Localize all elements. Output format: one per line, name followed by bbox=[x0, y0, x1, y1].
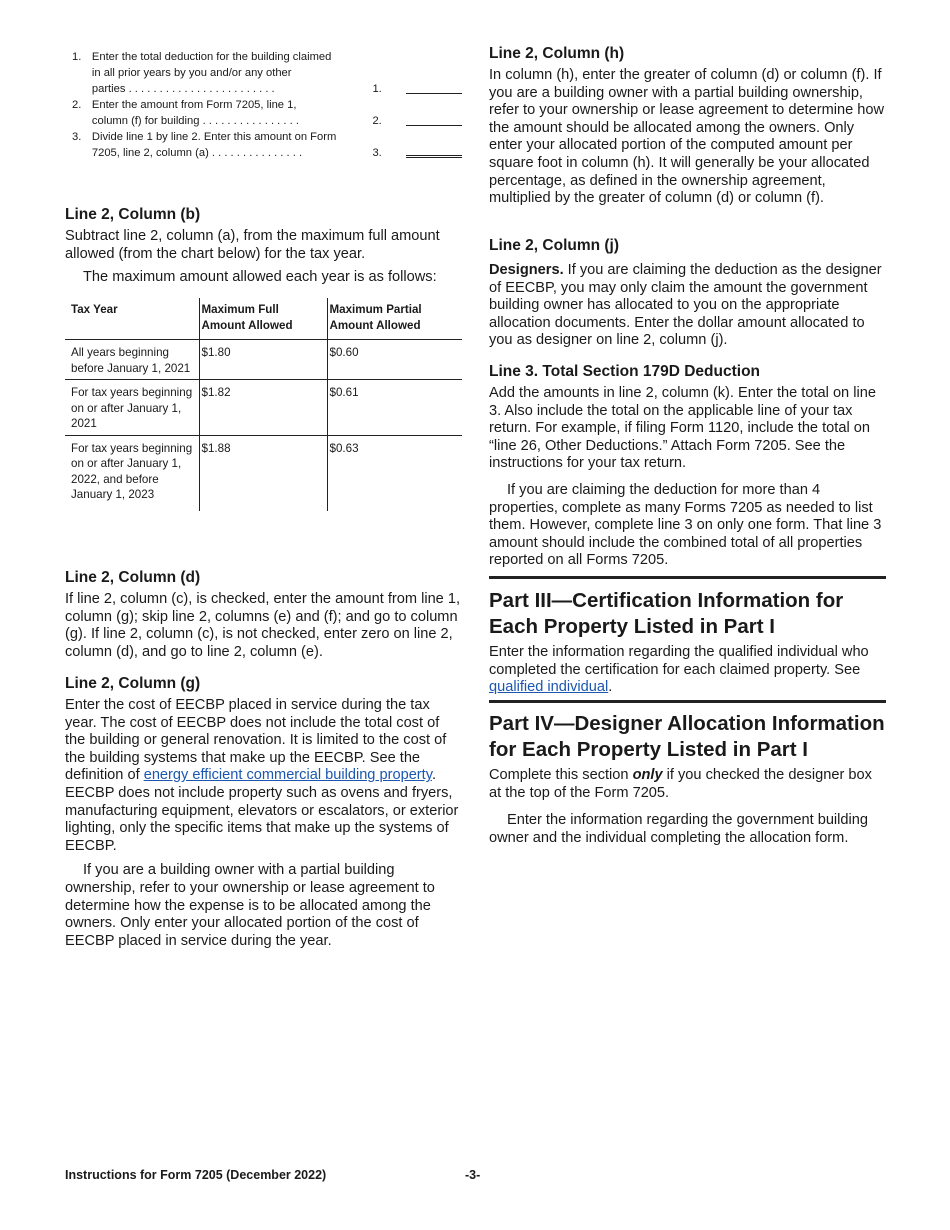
table-cell: All years beginning before January 1, 2021 bbox=[65, 340, 199, 380]
table-cell: For tax years beginning on or after January 1, 2021 bbox=[65, 380, 199, 436]
section-part-3 bbox=[489, 576, 886, 697]
entry-blank-1[interactable] bbox=[406, 92, 462, 94]
section-heading: Line 2, Column (g) bbox=[65, 675, 201, 692]
line-label: 2. bbox=[372, 115, 382, 127]
section-heading: Line 2, Column (b) bbox=[65, 206, 201, 223]
line-label: 3. bbox=[372, 147, 382, 159]
table-cell: $1.82 bbox=[199, 380, 327, 436]
eecbp-definition-link[interactable]: energy efficient commercial building property bbox=[143, 767, 432, 784]
text: Enter the cost of EECBP placed in service during the tax year. The cost of EECBP does not include the total cost of the building or general renovation. It is limited to the cost of the building systems that make up the EECBP. See the definition of bbox=[65, 697, 447, 784]
text: parties . . . . . . . . . . . . . . . . . . . . . . . . bbox=[91, 83, 275, 95]
line-number: 3. bbox=[72, 131, 82, 143]
table-header-row bbox=[65, 298, 462, 340]
part-heading: Part IV—Designer Allocation Information for Each Property Listed in Part I bbox=[489, 712, 885, 761]
table-cell: For tax years beginning on or after January 1, 2022, and before January 1, 2023 bbox=[71, 441, 193, 501]
text: Complete this section bbox=[489, 767, 633, 783]
worksheet-line-3 bbox=[72, 129, 462, 161]
text: Divide line 1 by line 2. Enter this amount on Form bbox=[91, 131, 337, 143]
line-number: 2. bbox=[72, 99, 82, 111]
table-row bbox=[65, 380, 462, 436]
text: in all prior years by you and/or any other bbox=[91, 67, 292, 79]
paragraph: Subtract line 2, column (a), from the maximum full amount allowed (from the chart below) for the tax year. bbox=[65, 228, 440, 262]
section-column-h bbox=[489, 44, 886, 208]
section-line-3 bbox=[489, 362, 886, 570]
paragraph: Add the amounts in line 2, column (k). Enter the total on line 3. Also include the total on the applicable line of your tax return. For example, if filing Form 1120, include the total on “line 26, Other Deductions.” Attach Form 7205. See the instructions for your tax return. bbox=[489, 385, 876, 472]
section-column-j bbox=[489, 236, 886, 350]
worksheet bbox=[72, 49, 462, 161]
line-text bbox=[92, 129, 353, 161]
text: Enter the amount from Form 7205, line 1, bbox=[91, 99, 297, 111]
page-number: -3- bbox=[465, 1168, 481, 1182]
paragraph: In column (h), enter the greater of column (d) or column (f). If you are a building owner with a partial building ownership, refer to your ownership or lease agreement to determine how the amount should be allocated among the owners. Only enter your allocated portion of the computed amount per square foot in column (h). It will generally be your allocated percentage, as defined in the ownership agreement, multiplied by the greater of column (d) or column (f). bbox=[489, 67, 885, 207]
line-number: 1. bbox=[72, 51, 82, 63]
text: if you checked the designer box at the top of the Form 7205. bbox=[489, 767, 872, 801]
column-header: Maximum Partial Amount Allowed bbox=[327, 298, 462, 340]
section-heading: Line 2, Column (d) bbox=[65, 569, 201, 586]
paragraph: If you are claiming the deduction for more than 4 properties, complete as many Forms 7205 as needed to list them. However, complete line 3 on only one form. That line 3 amount should include the combined total of all properties reported on all Forms 7205. bbox=[489, 481, 882, 569]
line-text bbox=[92, 97, 353, 129]
table-row bbox=[65, 340, 462, 380]
table-cell: $0.63 bbox=[327, 435, 462, 511]
footer-title: Instructions for Form 7205 (December 2022) bbox=[65, 1168, 327, 1182]
paragraph: The maximum amount allowed each year is as follows: bbox=[83, 269, 437, 286]
table-cell: $0.61 bbox=[327, 380, 462, 436]
text: 7205, line 2, column (a) . . . . . . . . . . . . . . . bbox=[91, 147, 303, 159]
section-part-4 bbox=[489, 700, 886, 847]
paragraph: Enter the information regarding the government building owner and the individual completing the allocation form. bbox=[489, 812, 869, 846]
table-cell: $1.80 bbox=[199, 340, 327, 380]
paragraph: If line 2, column (c), is checked, enter the amount from line 1, column (g); skip line 2, columns (e) and (f); and go to column (g). If line 2, column (c), is not checked, enter zero on line 2, column (d), and go to line 2, column (e). bbox=[65, 591, 461, 660]
max-amount-table-wrap bbox=[65, 298, 462, 511]
paragraph bbox=[65, 697, 461, 855]
paragraph bbox=[489, 644, 886, 697]
section-heading: Line 2, Column (h) bbox=[489, 45, 625, 62]
entry-blank-3[interactable] bbox=[406, 154, 462, 158]
text: Enter the total deduction for the building claimed bbox=[91, 51, 332, 63]
text: column (f) for building . . . . . . . . . . . . . . . . bbox=[91, 115, 299, 127]
qualified-individual-link[interactable]: qualified individual bbox=[489, 679, 609, 696]
section-column-d bbox=[65, 568, 461, 661]
text: . EECBP does not include property such as ovens and fryers, manufacturing equipment, elevators or escalators, or exterior lighting, only the specific items that make up the systems of EECBP. bbox=[65, 767, 459, 854]
column-header: Tax Year bbox=[65, 298, 199, 340]
emphasis: only bbox=[632, 767, 663, 783]
worksheet-line-1 bbox=[72, 49, 462, 97]
table-cell: $0.60 bbox=[327, 340, 462, 380]
column-header: Maximum Full Amount Allowed bbox=[199, 298, 327, 340]
part-heading: Part III—Certification Information for Each Property Listed in Part I bbox=[489, 589, 844, 638]
section-column-b bbox=[65, 205, 461, 287]
line-label: 1. bbox=[372, 83, 382, 95]
paragraph bbox=[489, 767, 886, 802]
section-column-g bbox=[65, 674, 461, 950]
line-text bbox=[92, 49, 353, 97]
paragraph bbox=[489, 262, 886, 350]
table-row bbox=[65, 435, 462, 511]
worksheet-line-2 bbox=[72, 97, 462, 129]
paragraph: If you are a building owner with a partial building ownership, refer to your ownership or lease agreement to determine how the expense is to be allocated among the owners. Only enter your allocated portion of the cost of EECBP placed in service during the year. bbox=[65, 862, 435, 949]
text: If you are claiming the deduction as the designer of EECBP, you may only claim the amount the government building owner has allocated to you on the appropriate allocation documents. Enter the dollar amount allocated to you as designer on line 2, column (j). bbox=[489, 262, 882, 349]
designers-lead: Designers. bbox=[489, 262, 564, 278]
section-heading: Line 2, Column (j) bbox=[489, 237, 620, 254]
section-heading: Line 3. Total Section 179D Deduction bbox=[489, 363, 761, 380]
text: . bbox=[608, 679, 613, 696]
table-cell: $1.88 bbox=[199, 435, 327, 511]
text: Enter the information regarding the qualified individual who completed the certification for each claimed property. See bbox=[489, 644, 869, 678]
max-amount-table bbox=[65, 298, 462, 511]
entry-blank-2[interactable] bbox=[406, 124, 462, 126]
